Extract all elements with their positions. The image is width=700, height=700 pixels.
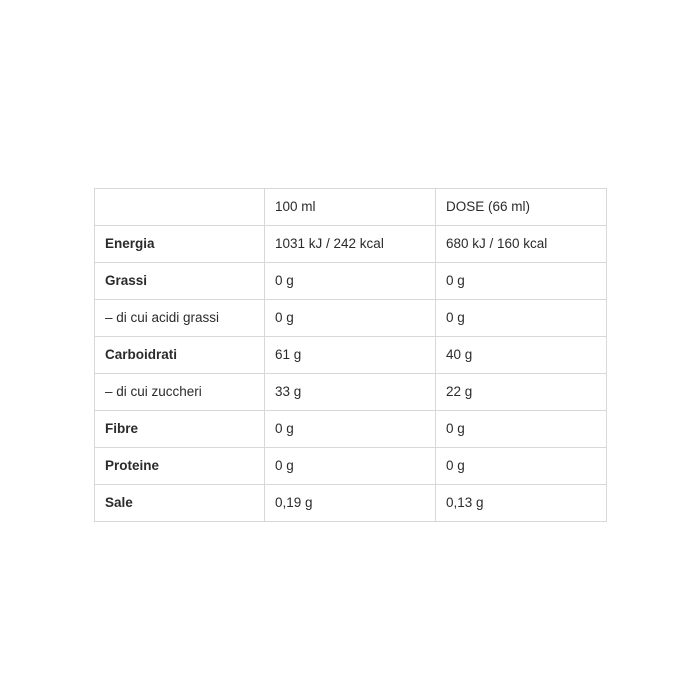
row-label-fibre: Fibre xyxy=(95,411,265,448)
row-value-grassi-dose: 0 g xyxy=(436,263,607,300)
row-label-acidi-grassi: – di cui acidi grassi xyxy=(95,300,265,337)
row-value-fibre-dose: 0 g xyxy=(436,411,607,448)
row-value-grassi-100ml: 0 g xyxy=(265,263,436,300)
row-label-carboidrati: Carboidrati xyxy=(95,337,265,374)
table-header-corner xyxy=(95,189,265,226)
table-row xyxy=(95,411,607,448)
row-value-proteine-dose: 0 g xyxy=(436,448,607,485)
nutrition-table xyxy=(94,188,607,522)
row-value-sale-dose: 0,13 g xyxy=(436,485,607,522)
row-label-grassi: Grassi xyxy=(95,263,265,300)
table-row xyxy=(95,485,607,522)
row-value-carboidrati-dose: 40 g xyxy=(436,337,607,374)
row-value-proteine-100ml: 0 g xyxy=(265,448,436,485)
row-value-zuccheri-dose: 22 g xyxy=(436,374,607,411)
table-header-row xyxy=(95,189,607,226)
row-value-energia-100ml: 1031 kJ / 242 kcal xyxy=(265,226,436,263)
nutrition-table-wrapper xyxy=(94,188,606,522)
table-row xyxy=(95,300,607,337)
row-value-acidi-grassi-dose: 0 g xyxy=(436,300,607,337)
table-row xyxy=(95,226,607,263)
table-row xyxy=(95,374,607,411)
table-header-col-dose: DOSE (66 ml) xyxy=(436,189,607,226)
row-label-sale: Sale xyxy=(95,485,265,522)
row-value-fibre-100ml: 0 g xyxy=(265,411,436,448)
row-value-zuccheri-100ml: 33 g xyxy=(265,374,436,411)
table-row xyxy=(95,448,607,485)
row-value-sale-100ml: 0,19 g xyxy=(265,485,436,522)
row-value-carboidrati-100ml: 61 g xyxy=(265,337,436,374)
row-label-energia: Energia xyxy=(95,226,265,263)
row-value-acidi-grassi-100ml: 0 g xyxy=(265,300,436,337)
row-label-proteine: Proteine xyxy=(95,448,265,485)
table-header-col-100ml: 100 ml xyxy=(265,189,436,226)
table-row xyxy=(95,263,607,300)
row-label-zuccheri: – di cui zuccheri xyxy=(95,374,265,411)
row-value-energia-dose: 680 kJ / 160 kcal xyxy=(436,226,607,263)
table-row xyxy=(95,337,607,374)
